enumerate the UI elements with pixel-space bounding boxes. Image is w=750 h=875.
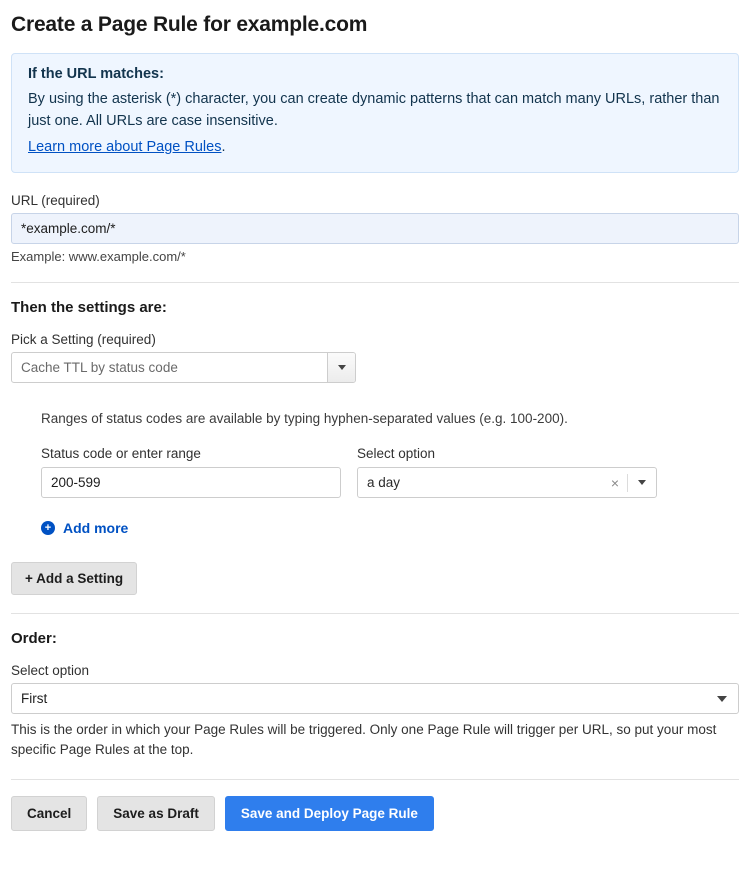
add-more-button[interactable] bbox=[41, 520, 739, 536]
status-range-note: Ranges of status codes are available by typing hyphen-separated values (e.g. 100-200). bbox=[41, 411, 568, 427]
divider-order bbox=[11, 613, 739, 614]
ttl-option-combobox[interactable] bbox=[357, 467, 657, 498]
cancel-button[interactable]: Cancel bbox=[11, 796, 87, 831]
callout-link-suffix: . bbox=[221, 139, 226, 156]
status-code-group bbox=[41, 446, 341, 498]
status-code-label: Status code or enter range bbox=[41, 446, 201, 462]
order-select-wrap bbox=[11, 683, 739, 714]
order-help-text: This is the order in which your Page Rules will be triggered. Only one Page Rule will trigger per URL, so put your most specific Page Rules at the top. bbox=[11, 722, 717, 758]
url-help-text: Example: www.example.com/* bbox=[11, 249, 186, 265]
url-match-callout bbox=[11, 53, 739, 173]
divider-footer bbox=[11, 779, 739, 780]
add-a-setting-button[interactable]: + Add a Setting bbox=[11, 562, 137, 595]
settings-heading: Then the settings are: bbox=[11, 299, 167, 317]
divider-settings bbox=[11, 282, 739, 283]
order-heading: Order: bbox=[11, 630, 57, 648]
order-select-label: Select option bbox=[11, 663, 90, 679]
pick-setting-label: Pick a Setting (required) bbox=[11, 332, 156, 348]
url-input[interactable] bbox=[11, 213, 739, 244]
url-field-label: URL (required) bbox=[11, 193, 100, 209]
chevron-down-icon[interactable] bbox=[628, 480, 656, 485]
chevron-down-icon[interactable] bbox=[717, 696, 727, 702]
status-code-input[interactable] bbox=[41, 467, 341, 498]
add-more-label: Add more bbox=[63, 520, 129, 537]
ttl-option-value: a day bbox=[367, 475, 401, 491]
pick-setting-select-wrap bbox=[11, 352, 356, 383]
pick-setting-select[interactable] bbox=[11, 352, 356, 383]
learn-more-link[interactable]: Learn more about Page Rules bbox=[28, 139, 222, 156]
callout-body: By using the asterisk (*) character, you can create dynamic patterns that can match many URLs, rather than just one. All URLs are case insensitive. bbox=[28, 91, 720, 130]
page-rule-form bbox=[0, 13, 750, 831]
status-row bbox=[41, 446, 739, 498]
clear-icon[interactable]: × bbox=[610, 474, 619, 491]
select-option-group bbox=[357, 446, 657, 498]
chevron-down-icon[interactable] bbox=[327, 353, 355, 382]
save-as-draft-button[interactable]: Save as Draft bbox=[97, 796, 215, 831]
save-and-deploy-button[interactable]: Save and Deploy Page Rule bbox=[225, 796, 434, 831]
plus-icon: + bbox=[41, 521, 55, 535]
setting-detail-block bbox=[11, 411, 739, 536]
order-select[interactable] bbox=[11, 683, 739, 714]
select-option-label: Select option bbox=[357, 446, 436, 462]
callout-heading: If the URL matches: bbox=[28, 66, 164, 82]
page-title: Create a Page Rule for example.com bbox=[11, 13, 368, 36]
form-actions bbox=[11, 796, 739, 831]
